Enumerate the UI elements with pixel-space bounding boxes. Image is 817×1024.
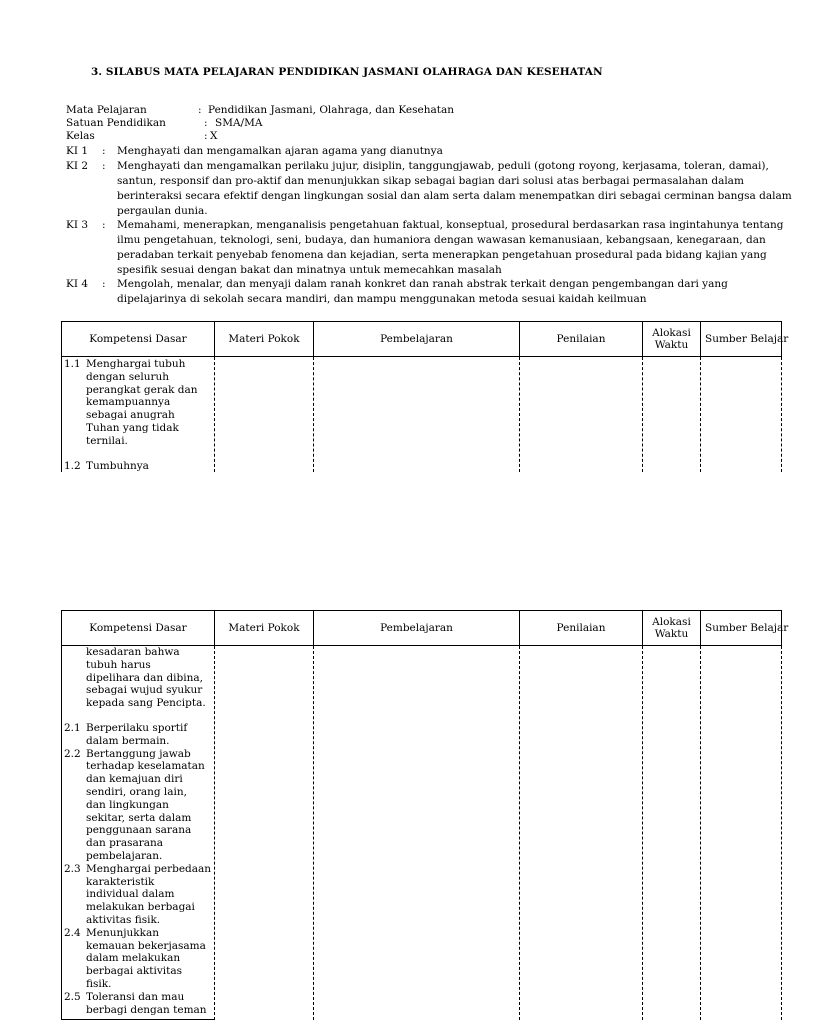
ki-line: berinteraksi secara efektif dengan lingkungan sosial dan alam serta dalam menempatkan diri sebagai cerminan bangsa dalam bbox=[117, 190, 792, 202]
penilaian-cell bbox=[520, 357, 643, 473]
kd-number: 2.1 bbox=[64, 721, 81, 734]
header-materi-pokok: Materi Pokok bbox=[215, 611, 314, 646]
meta-value: SMA/MA bbox=[215, 117, 263, 129]
kd-number: 2.2 bbox=[64, 747, 81, 760]
kd-number: 2.4 bbox=[64, 926, 81, 939]
meta-label: Satuan Pendidikan bbox=[66, 117, 166, 129]
kd-line: karakteristik bbox=[86, 875, 155, 888]
ki-sep: : bbox=[102, 160, 106, 172]
kd-item bbox=[62, 460, 214, 473]
table-header-row bbox=[62, 322, 782, 357]
meta-value: X bbox=[210, 130, 218, 142]
kd-line: sendiri, orang lain, bbox=[86, 785, 187, 798]
kd-line: melakukan berbagai bbox=[86, 901, 195, 914]
penilaian-cell bbox=[520, 646, 643, 1020]
header-alokasi-line: Alokasi bbox=[652, 327, 691, 339]
kd-line: dipelihara dan dibina, bbox=[86, 671, 203, 684]
kd-line: kemauan bekerjasama bbox=[86, 939, 206, 952]
header-kompetensi-dasar: Kompetensi Dasar bbox=[62, 611, 215, 646]
table-row bbox=[62, 646, 782, 1020]
syllabus-table-1 bbox=[61, 321, 789, 472]
kd-line: sekitar, serta dalam bbox=[86, 811, 192, 824]
alokasi-waktu-cell bbox=[643, 357, 701, 473]
ki-id: KI 4 bbox=[66, 278, 89, 290]
meta-sep: : bbox=[198, 104, 202, 116]
kd-line: Menghargai perbedaan bbox=[86, 862, 212, 875]
header-alokasi-waktu bbox=[643, 322, 701, 357]
kompetensi-dasar-cell bbox=[62, 646, 215, 1020]
ki-line: Menghayati dan mengamalkan perilaku jujur, disiplin, tanggungjawab, peduli (gotong royong, kerjasama, toleran, damai), bbox=[117, 160, 769, 172]
kd-line: dengan seluruh bbox=[86, 370, 170, 383]
kd-line: pembelajaran. bbox=[86, 849, 163, 862]
table-bottom-border bbox=[61, 1019, 215, 1020]
kd-continuation bbox=[62, 646, 214, 710]
kd-line: aktivitas fisik. bbox=[86, 913, 161, 926]
table-row bbox=[62, 357, 782, 473]
ki-sep: : bbox=[102, 219, 106, 231]
kd-item bbox=[62, 991, 214, 1017]
kd-line: kepada sang Pencipta. bbox=[86, 697, 206, 710]
kd-line: kemampuannya bbox=[86, 396, 171, 409]
kd-item bbox=[62, 748, 214, 863]
meta-label: Mata Pelajaran bbox=[66, 104, 147, 116]
header-penilaian: Penilaian bbox=[520, 322, 643, 357]
kd-line: berbagi dengan teman bbox=[86, 1003, 207, 1016]
ki-id: KI 3 bbox=[66, 219, 89, 231]
sumber-belajar-cell bbox=[701, 646, 782, 1020]
kompetensi-dasar-cell bbox=[62, 357, 215, 473]
ki-text bbox=[117, 218, 817, 278]
meta-label: Kelas bbox=[66, 130, 95, 142]
kd-line: ternilai. bbox=[86, 434, 128, 447]
document-title: 3. SILABUS MATA PELAJARAN PENDIDIKAN JASMANI OLAHRAGA DAN KESEHATAN bbox=[91, 66, 603, 78]
kd-line: Toleransi dan mau bbox=[86, 990, 185, 1003]
kd-line: Tumbuhnya bbox=[86, 459, 149, 472]
kd-line: individual dalam bbox=[86, 888, 175, 901]
kd-item bbox=[62, 863, 214, 927]
meta-value: Pendidikan Jasmani, Olahraga, dan Kesehatan bbox=[208, 104, 454, 116]
header-alokasi-line: Alokasi bbox=[652, 616, 691, 628]
ki-line: Memahami, menerapkan, menganalisis pengetahuan faktual, konseptual, prosedural berdasarkan rasa ingintahunya tentang bbox=[117, 219, 784, 231]
kd-line: dan kemajuan diri bbox=[86, 773, 183, 786]
ki-id: KI 1 bbox=[66, 145, 89, 157]
header-alokasi-waktu bbox=[643, 611, 701, 646]
kd-line: dan prasarana bbox=[86, 837, 164, 850]
kd-number: 1.1 bbox=[64, 358, 81, 370]
table-header-row bbox=[62, 611, 782, 646]
ki-line: ilmu pengetahuan, teknologi, seni, budaya, dan humaniora dengan wawasan kemanusiaan, kebangsaan, kenegaraan, dan bbox=[117, 234, 766, 246]
kd-line: Berperilaku sportif bbox=[86, 721, 188, 734]
ki-line: pergaulan dunia. bbox=[117, 205, 208, 217]
header-penilaian: Penilaian bbox=[520, 611, 643, 646]
kd-line: Menghargai tubuh bbox=[86, 358, 186, 370]
meta-sep: : bbox=[204, 130, 208, 142]
header-pembelajaran: Pembelajaran bbox=[314, 322, 520, 357]
kd-line: berbagai aktivitas bbox=[86, 965, 182, 978]
kd-item bbox=[62, 358, 214, 448]
header-sumber-belajar: Sumber Belajar bbox=[701, 611, 782, 646]
kd-line: penggunaan sarana bbox=[86, 824, 192, 837]
header-sumber-belajar: Sumber Belajar bbox=[701, 322, 782, 357]
pembelajaran-cell bbox=[314, 357, 520, 473]
ki-text bbox=[117, 144, 817, 159]
materi-pokok-cell bbox=[215, 646, 314, 1020]
kd-line: perangkat gerak dan bbox=[86, 383, 198, 396]
ki-line: Mengolah, menalar, dan menyaji dalam ranah konkret dan ranah abstrak terkait dengan pengembangan dari yang bbox=[117, 278, 728, 290]
ki-text bbox=[117, 159, 817, 219]
ki-id: KI 2 bbox=[66, 160, 89, 172]
kd-line: Tuhan yang tidak bbox=[86, 421, 179, 434]
kd-line: tubuh harus bbox=[86, 658, 151, 671]
syllabus-table-2 bbox=[61, 610, 789, 1020]
kd-item bbox=[62, 927, 214, 991]
kd-number: 2.5 bbox=[64, 990, 81, 1003]
ki-line: peradaban terkait penyebab fenomena dan kejadian, serta menerapkan pengetahuan prosedural pada bidang kajian yang bbox=[117, 249, 767, 261]
header-waktu-line: Waktu bbox=[654, 339, 689, 351]
kd-number: 1.2 bbox=[64, 459, 81, 472]
header-waktu-line: Waktu bbox=[654, 628, 689, 640]
sumber-belajar-cell bbox=[701, 357, 782, 473]
meta-sep: : bbox=[204, 117, 208, 129]
kd-line: fisik. bbox=[86, 977, 112, 990]
kd-line: kesadaran bahwa bbox=[86, 646, 180, 658]
kd-number: 2.3 bbox=[64, 862, 81, 875]
ki-line: dipelajarinya di sekolah secara mandiri, dan mampu menggunakan metoda sesuai kaidah keilmuan bbox=[117, 293, 647, 305]
kd-line: Menunjukkan bbox=[86, 926, 160, 939]
ki-line: santun, responsif dan pro-aktif dan menunjukkan sikap sebagai bagian dari solusi atas berbagai permasalahan dalam bbox=[117, 175, 744, 187]
header-materi-pokok: Materi Pokok bbox=[215, 322, 314, 357]
header-kompetensi-dasar: Kompetensi Dasar bbox=[62, 322, 215, 357]
kd-line: Bertanggung jawab bbox=[86, 747, 191, 760]
kd-line: dan lingkungan bbox=[86, 798, 169, 811]
kd-line: dalam melakukan bbox=[86, 952, 181, 965]
pembelajaran-cell bbox=[314, 646, 520, 1020]
header-pembelajaran: Pembelajaran bbox=[314, 611, 520, 646]
kd-line: sebagai anugrah bbox=[86, 409, 175, 422]
kd-item bbox=[62, 722, 214, 748]
kd-line: dalam bermain. bbox=[86, 734, 170, 747]
ki-line: spesifik sesuai dengan bakat dan minatnya untuk memecahkan masalah bbox=[117, 264, 502, 276]
ki-sep: : bbox=[102, 145, 106, 157]
alokasi-waktu-cell bbox=[643, 646, 701, 1020]
kd-line: sebagai wujud syukur bbox=[86, 684, 203, 697]
kd-line: terhadap keselamatan bbox=[86, 760, 205, 773]
materi-pokok-cell bbox=[215, 357, 314, 473]
ki-text bbox=[117, 277, 817, 307]
ki-line: Menghayati dan mengamalkan ajaran agama yang dianutnya bbox=[117, 145, 443, 157]
ki-sep: : bbox=[102, 278, 106, 290]
